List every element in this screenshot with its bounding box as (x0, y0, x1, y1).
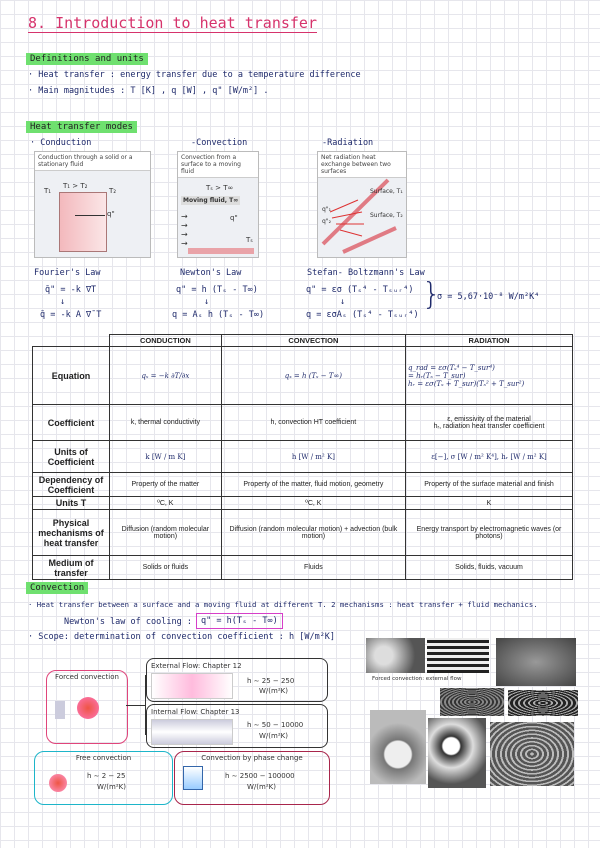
conduction-label: · Conduction (30, 138, 92, 148)
convection-scope: · Scope: determination of convection coefficient : h [W/m²K] (28, 632, 336, 642)
row-label-medium: Medium of transfer (33, 556, 110, 580)
row-label-mechanisms: Physical mechanisms of heat transfer (33, 510, 110, 556)
cell-unitst-convection: ºC, K (221, 497, 405, 510)
definition-magnitudes: · Main magnitudes : T [K] , q [W] , q" [W/m²] . (28, 86, 269, 96)
table-row (33, 510, 573, 556)
fourier-arrow-icon: ↓ (60, 297, 66, 307)
stefan-arrow-icon: ↓ (340, 297, 346, 307)
table-header-row (33, 335, 573, 347)
table-header-conduction: CONDUCTION (110, 335, 222, 347)
cell-coefficient-conduction: k, thermal conductivity (110, 405, 222, 441)
cell-equation-radiation: q_rad = εσ(Tₛ⁴ − T_sur⁴) = hᵣ(Tₛ − T_sur) hᵣ = εσ(Tₛ + T_sur)(Tₛ² + T_sur²) (406, 347, 573, 405)
free-convection-range: h ∼ 2 − 25 (87, 772, 126, 780)
conduction-caption: Conduction through a solid or a stationary fluid (35, 152, 150, 171)
convection-label: -Convection (191, 138, 248, 148)
conduction-figure (34, 151, 151, 258)
convection-q: q" (230, 214, 238, 222)
radiation-caption: Net radiation heat exchange between two surfaces (318, 152, 406, 178)
conduction-relation: T₁ > T₂ (63, 182, 88, 190)
radiation-surface-1: Surface, T₁ (370, 188, 403, 195)
fourier-formula-2: q̄ = -k A ∇̄ T (40, 310, 102, 320)
external-flow-box (146, 658, 328, 702)
radiation-label: -Radiation (322, 138, 374, 148)
cell-dependency-convection: Property of the matter, fluid motion, geometry (221, 473, 405, 497)
comparison-table (32, 334, 573, 580)
page-title: 8. Introduction to heat transfer (28, 14, 317, 32)
newton-arrow-icon: ↓ (204, 297, 210, 307)
radiation-q1: q"₁ (322, 206, 331, 213)
row-label-dependency: Dependency of Coefficient (33, 473, 110, 497)
phase-change-units: W/(m²K) (247, 783, 276, 791)
phase-change-range: h ∼ 2500 − 100000 (225, 772, 295, 780)
external-flow-units: W/(m²K) (259, 687, 288, 695)
internal-flow-title: Internal Flow: Chapter 13 (151, 708, 240, 716)
cell-coefficient-convection: h, convection HT coefficient (221, 405, 405, 441)
photo-cylinder-flow (366, 638, 425, 673)
modes-heading: Heat transfer modes (26, 121, 137, 133)
stefan-formula-1: q" = εσ (Tₛ⁴ - Tₛᵤᵣ⁴) (306, 285, 414, 295)
convection-heading: Convection (26, 582, 88, 594)
row-label-units-t: Units T (33, 497, 110, 510)
internal-flow-range: h ∼ 50 − 10000 (247, 721, 304, 729)
radiation-q2: q"₂ (322, 218, 331, 225)
row-label-units: Units of Coefficient (33, 441, 110, 473)
phase-change-box (174, 751, 330, 805)
photo-caption: Forced convection: external flow (372, 676, 462, 682)
external-flow-range: h ∼ 25 − 250 (247, 677, 295, 685)
photo-boiling-2 (508, 690, 578, 716)
free-convection-box (34, 751, 173, 805)
conduction-arrow-icon (75, 215, 105, 216)
stefan-formula-2: q = εσAₛ (Tₛ⁴ - Tₛᵤᵣ⁴) (306, 310, 419, 320)
cell-coefficient-radiation: ε, emissivity of the material hᵣ, radiation heat transfer coefficient (406, 405, 573, 441)
cell-dependency-radiation: Property of the surface material and finish (406, 473, 573, 497)
newton-cooling-label: Newton's law of cooling : (64, 617, 192, 627)
convection-caption: Convection from a surface to a moving fluid (178, 152, 258, 178)
phase-change-title: Convection by phase change (201, 754, 303, 762)
table-row (33, 473, 573, 497)
convection-surface (188, 248, 254, 254)
cell-unitst-radiation: K (406, 497, 573, 510)
flow-arrows-icon: → → → → (181, 212, 188, 248)
stefan-boltzmann-constant: σ = 5,67·10⁻⁸ W/m²K⁴ (437, 292, 540, 302)
conduction-q: q" (107, 210, 115, 218)
fourier-formula-1: q̄" = -k ∇̄T (45, 285, 97, 295)
cell-units-radiation: ε[−], σ [W / m² K⁴], hᵣ [W / m² K] (406, 441, 573, 473)
cell-equation-convection: qₓ = h (Tₛ − T∞) (221, 347, 405, 405)
free-convection-title: Free convection (75, 754, 132, 762)
internal-flow-figure (151, 719, 233, 745)
newton-formula-2: q = Aₛ h (Tₛ - T∞) (172, 310, 265, 320)
table-row (33, 556, 573, 580)
photo-boiling-1 (440, 688, 504, 716)
cell-medium-radiation: Solids, fluids, vacuum (406, 556, 573, 580)
table-row (33, 405, 573, 441)
cell-dependency-conduction: Property of the matter (110, 473, 222, 497)
radiation-figure (317, 151, 407, 258)
free-convection-units: W/(m²K) (97, 783, 126, 791)
photo-sphere-bubble (370, 710, 426, 784)
convection-definition: · Heat transfer between a surface and a moving fluid at different T. 2 mechanisms : heat transfer + fluid mechanics. (28, 600, 538, 609)
convection-figure (177, 151, 259, 258)
photo-free-convection-fringes (428, 718, 486, 788)
connector-line (126, 705, 146, 706)
cell-unitst-conduction: ºC, K (110, 497, 222, 510)
forced-fan-icon (55, 701, 65, 719)
convection-fluid: Moving fluid, T∞ (183, 197, 239, 204)
radiation-surface-2: Surface, T₂ (370, 212, 403, 219)
conduction-slab (59, 192, 107, 252)
cell-mechanisms-radiation: Energy transport by electromagnetic waves (or photons) (406, 510, 573, 556)
phase-change-icon (183, 766, 203, 790)
photo-droplets (490, 722, 574, 786)
forced-convection-title: Forced convection (55, 673, 119, 681)
table-header-convection: CONVECTION (221, 335, 405, 347)
newton-cooling-formula: q" = h(Tₛ - T∞) (196, 613, 283, 629)
conduction-t2: T₂ (109, 187, 117, 195)
table-header-radiation: RADIATION (406, 335, 573, 347)
external-flow-title: External Flow: Chapter 12 (151, 662, 242, 670)
cell-equation-conduction: qₓ = −k ∂T/∂x (110, 347, 222, 405)
stefan-law-title: Stefan- Boltzmann's Law (307, 268, 425, 278)
free-convection-icon (49, 774, 67, 792)
cell-medium-convection: Fluids (221, 556, 405, 580)
external-flow-figure (151, 673, 233, 699)
cell-mechanisms-conduction: Diffusion (random molecular motion) (110, 510, 222, 556)
newton-formula-1: q" = h (Tₛ - T∞) (176, 285, 258, 295)
table-row (33, 441, 573, 473)
fourier-law-title: Fourier's Law (34, 268, 101, 278)
photo-plume (496, 638, 576, 686)
internal-flow-box (146, 704, 328, 748)
photo-interference-fringes (427, 638, 489, 673)
conduction-t1: T₁ (44, 187, 52, 195)
forced-sphere-icon (77, 697, 99, 719)
row-label-equation: Equation (33, 347, 110, 405)
table-row (33, 347, 573, 405)
internal-flow-units: W/(m²K) (259, 732, 288, 740)
cell-units-convection: h [W / m² K] (221, 441, 405, 473)
row-label-coefficient: Coefficient (33, 405, 110, 441)
newton-law-title: Newton's Law (180, 268, 242, 278)
cell-units-conduction: k [W / m K] (110, 441, 222, 473)
cell-medium-conduction: Solids or fluids (110, 556, 222, 580)
convection-relation: Tₛ > T∞ (206, 184, 234, 192)
cell-mechanisms-convection: Diffusion (random molecular motion) + advection (bulk motion) (221, 510, 405, 556)
brace-icon: } (422, 277, 442, 312)
definition-heat-transfer: · Heat transfer : energy transfer due to a temperature difference (28, 70, 361, 80)
table-row (33, 497, 573, 510)
table-header-empty (33, 335, 110, 347)
definitions-heading: Definitions and units (26, 53, 148, 65)
convection-ts: Tₛ (246, 236, 253, 244)
forced-convection-box (46, 670, 128, 744)
